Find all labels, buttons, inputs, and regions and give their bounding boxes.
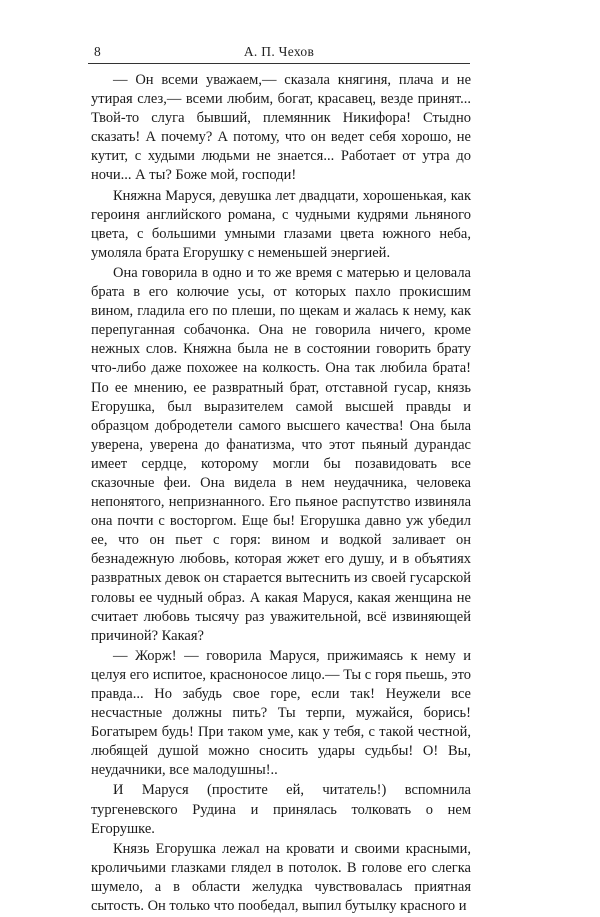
body-text — [91, 71, 471, 917]
paragraph: — Он всеми уважаем,— сказала княгиня, плача и не утирая слез,— всеми любим, богат, красавец, везде принят... Твой-то слуга бывший, племянник Никифора! Стыдно сказать! А почему? А потому, что он ведет себя хорошо, не кутит, с худыми людьми не знается... Работает от утра до ночи... А ты? Боже мой, господи! — [91, 72, 471, 184]
paragraph: Князь Егорушка лежал на кровати и своими красными, кроличьими глазками глядел в потолок. В голове его слегка шумело, а в области желудка чувствовалась приятная сытость. Он только что пообедал, выпил бутылку красного и — [91, 840, 471, 915]
paragraph: Она говорила в одно и то же время с матерью и целовала брата в его колючие усы, от которых пахло прокисшим вином, гладила его по плеши, по щекам и жалась к нему, как перепуганная собачонка. Она не говорила ничего, кроме нежных слов. Княжна была не в состоянии говорить брату что-либо даже похожее на колкость. Она так любила брата! По ее мнению, ее развратный брат, отставной гусар, князь Егорушка, был выразителем самой высшей правды и образцом добродетели самого высшего качества! Она была уверена, уверена до фанатизма, что этот пьяный дурандас имеет сердце, которому могли бы позавидовать все сказочные феи. Она видела в нем неудачника, человека непонятого, непризнанного. Его пьяное распутство извиняла она почти с восторгом. Еще бы! Егорушка давно уж убедил ее, что он пьет с горя: вином и водкой заливает он безнадежную любовь, которая жжет его душу, и в объятиях развратных девок он старается вытеснить из своей гусарской головы ее чудный образ. А какая Маруся, какая женщина не считает любовь тысячу раз уважительной, всё извиняющей причиной? Какая? — [91, 264, 471, 644]
page-header — [88, 42, 470, 64]
running-head: А. П. Чехов — [243, 44, 315, 59]
paragraph: И Маруся (простите ей, читатель!) вспомнила тургеневского Рудина и принялась толковать о нем Егорушке. — [91, 782, 471, 837]
paragraph: Княжна Маруся, девушка лет двадцати, хорошенькая, как героиня английского романа, с чудными кудрями льняного цвета, с большими умными глазами цвета южного неба, умоляла брата Егорушку с неменьшей энергией. — [91, 187, 471, 261]
header-rule — [88, 63, 470, 64]
paragraph: — Жорж! — говорила Маруся, прижимаясь к нему и целуя его испитое, красноносое лицо.— Ты с горя пьешь, это правда... Но забудь свое горе, если так! Неужели все несчастные должны пить? Ты терпи, мужайся, борись! Богатырем будь! При таком уме, как у тебя, с такой честной, любящей душой можно сносить удары судьбы! О! Вы, неудачники, все малодушны!.. — [91, 647, 471, 779]
page-number: 8 — [94, 44, 101, 59]
